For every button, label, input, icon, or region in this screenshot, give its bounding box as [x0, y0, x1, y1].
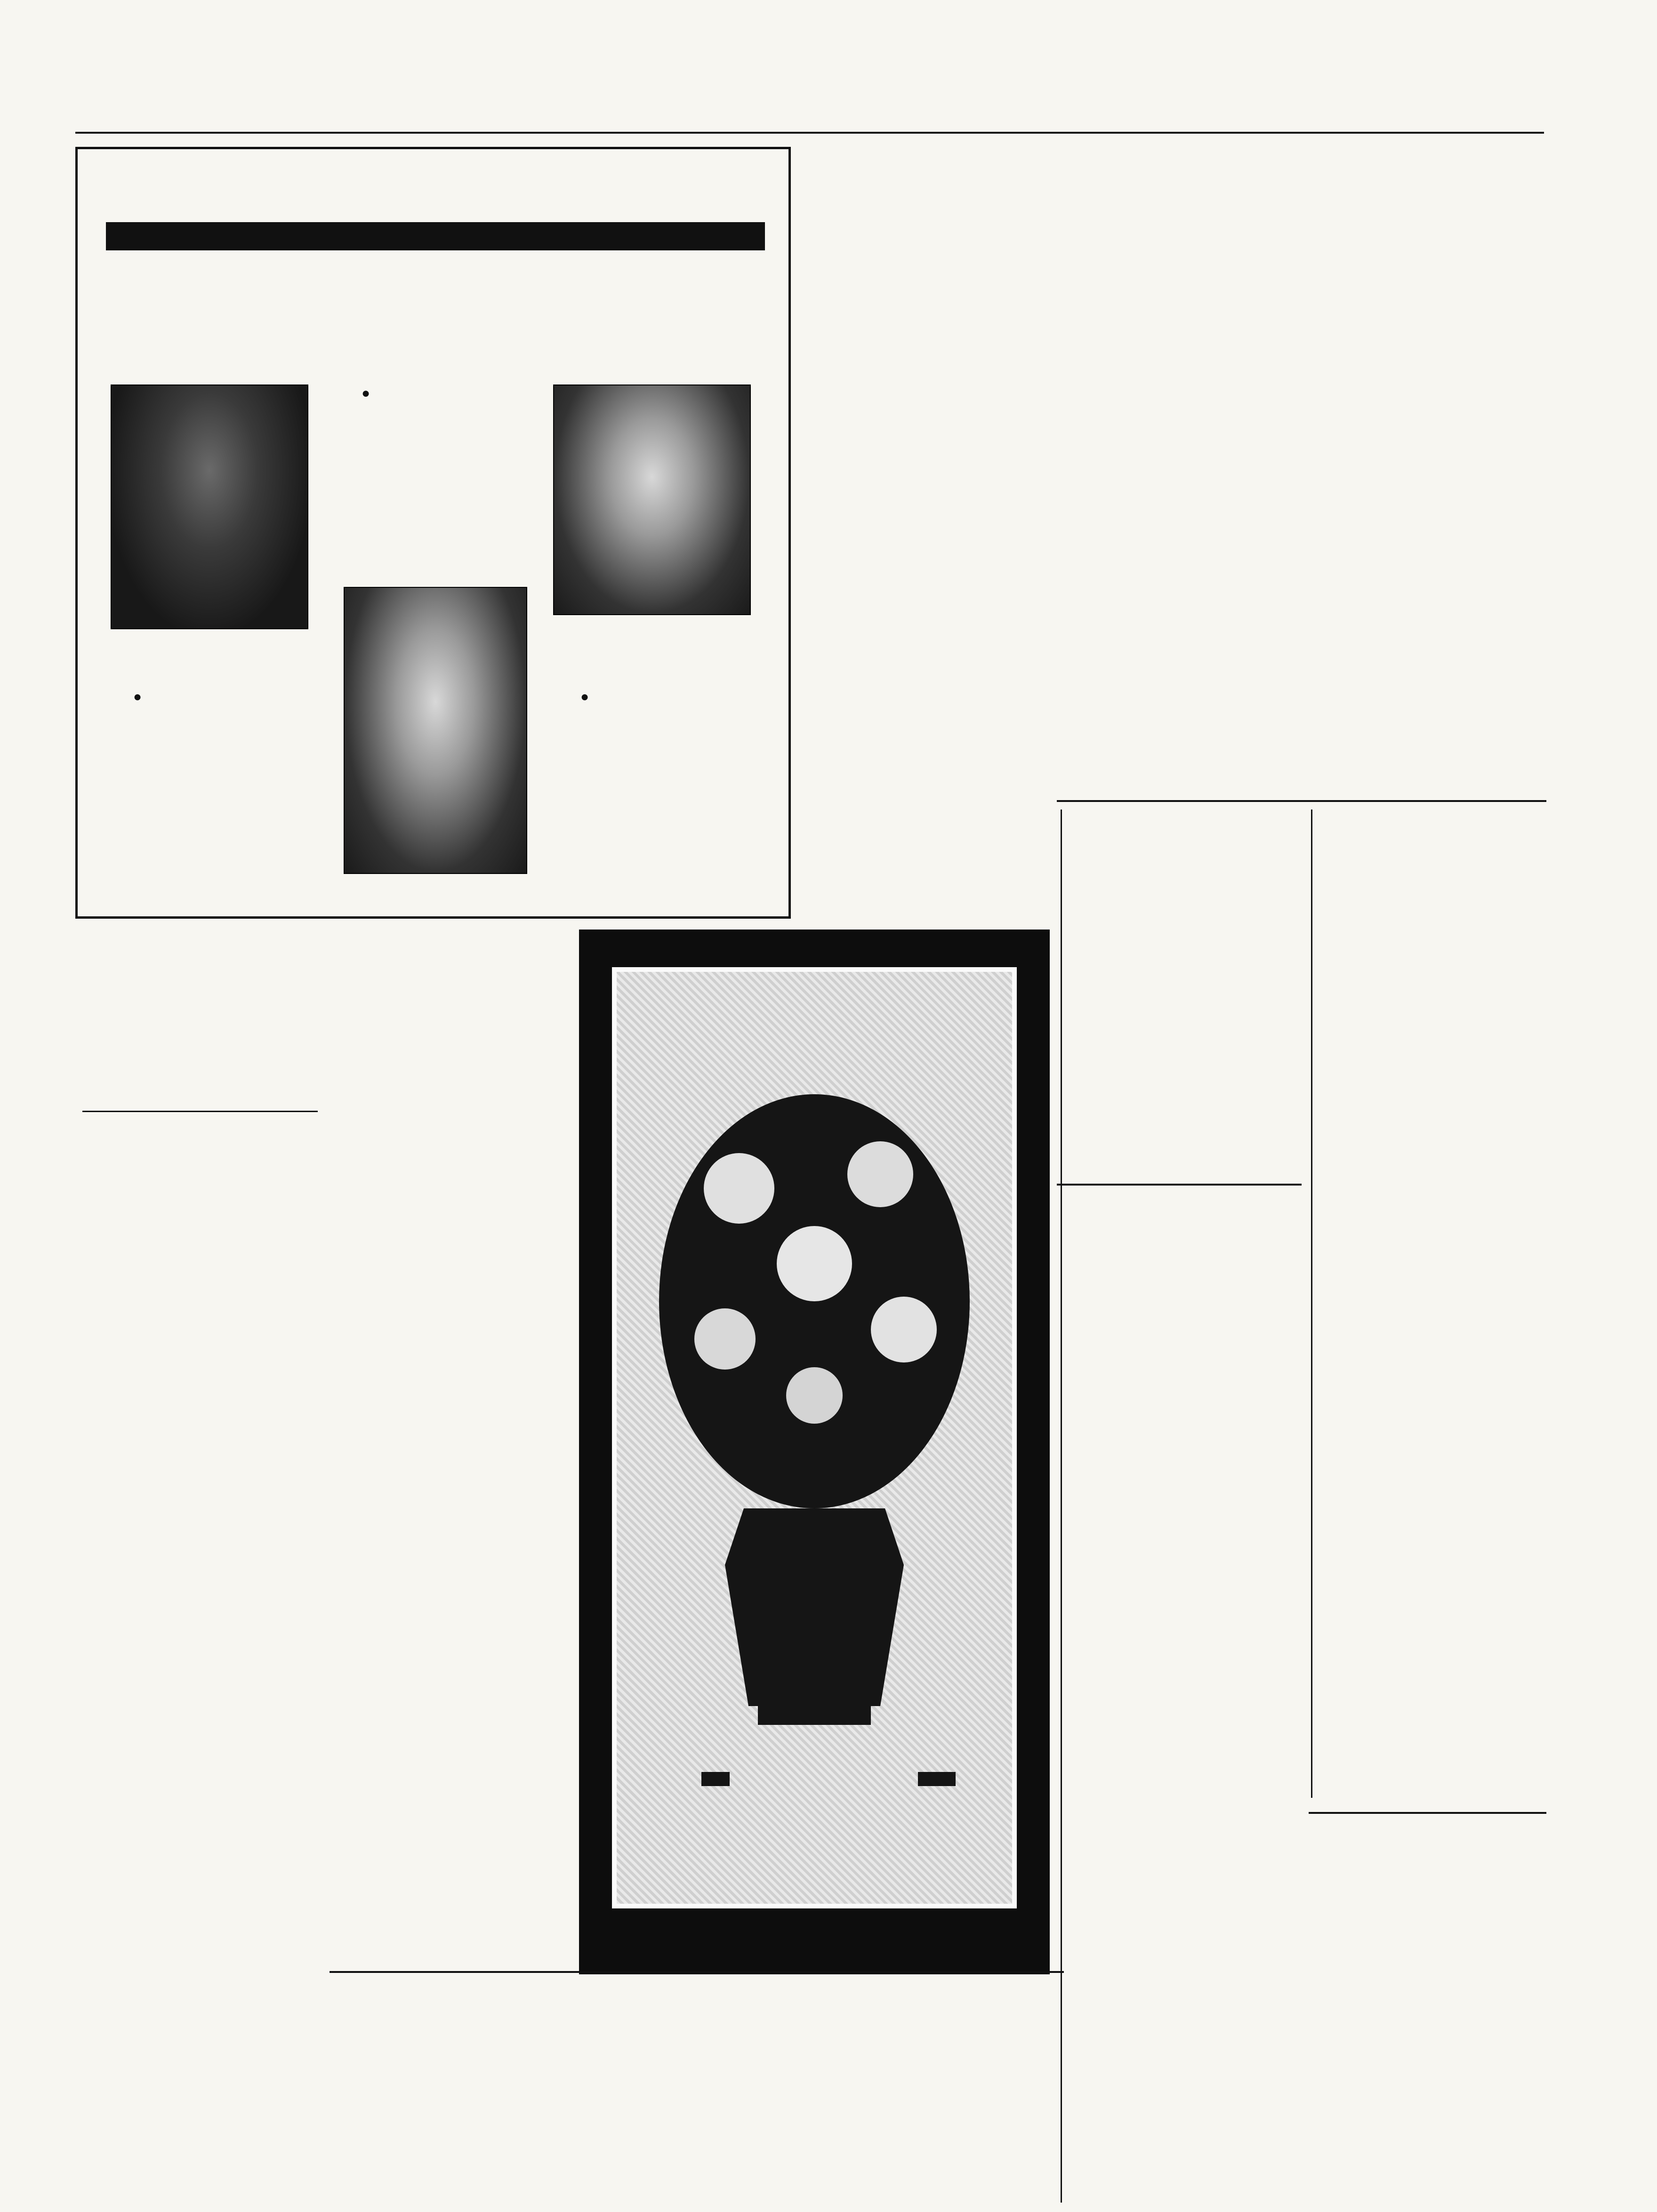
photo-maria-viegas [553, 385, 751, 615]
column-rule-far-right [1311, 809, 1312, 1798]
sabugosa-body [1069, 1313, 1304, 1920]
answer-1-intro [115, 688, 308, 777]
inquiry-logo [233, 159, 638, 229]
ambulancia-body [1318, 1153, 1544, 1807]
answer-1-question [120, 780, 308, 817]
flower-vase-illustration [617, 972, 1012, 1904]
passatempos-column-1 [819, 351, 1054, 882]
montargil-column-2 [1318, 967, 1544, 1090]
azulejaria-column-4 [821, 2024, 1052, 2203]
atropelada-rule [1309, 1812, 1546, 1814]
column-rule-right [1061, 809, 1062, 2203]
cargaleiro-panel-image [579, 930, 1050, 1974]
answer-2-answer [344, 483, 532, 554]
photo-antonio-torrado [111, 385, 308, 629]
inquiry-box [75, 147, 791, 919]
azulejaria-lead-rule [82, 1111, 318, 1112]
answer-3-intro [563, 688, 756, 777]
inquiry-logo-bar [106, 222, 765, 250]
passatempos-column-3 [1318, 351, 1544, 788]
passatempos-rule [1057, 800, 1546, 802]
answer-2-intro [344, 385, 532, 479]
azulejaria-column-3 [579, 2024, 810, 2203]
atropelada-body [1318, 1932, 1544, 2196]
passatempos-column-2 [1069, 351, 1304, 788]
answer-1-answer [120, 817, 308, 874]
answer-3-answer [567, 780, 756, 879]
publicacoes-rule [330, 1971, 1064, 1973]
masthead-rule [75, 132, 1544, 134]
azulejaria-lead [82, 1028, 318, 1099]
sabugosa-rule [1057, 1184, 1302, 1186]
azulejaria-column-2 [332, 1028, 567, 1965]
montargil-column-1 [1069, 967, 1304, 1193]
salao-body [82, 1367, 318, 2196]
photo-manuel-barata [344, 587, 527, 874]
panel-tile-frame [612, 967, 1017, 1908]
